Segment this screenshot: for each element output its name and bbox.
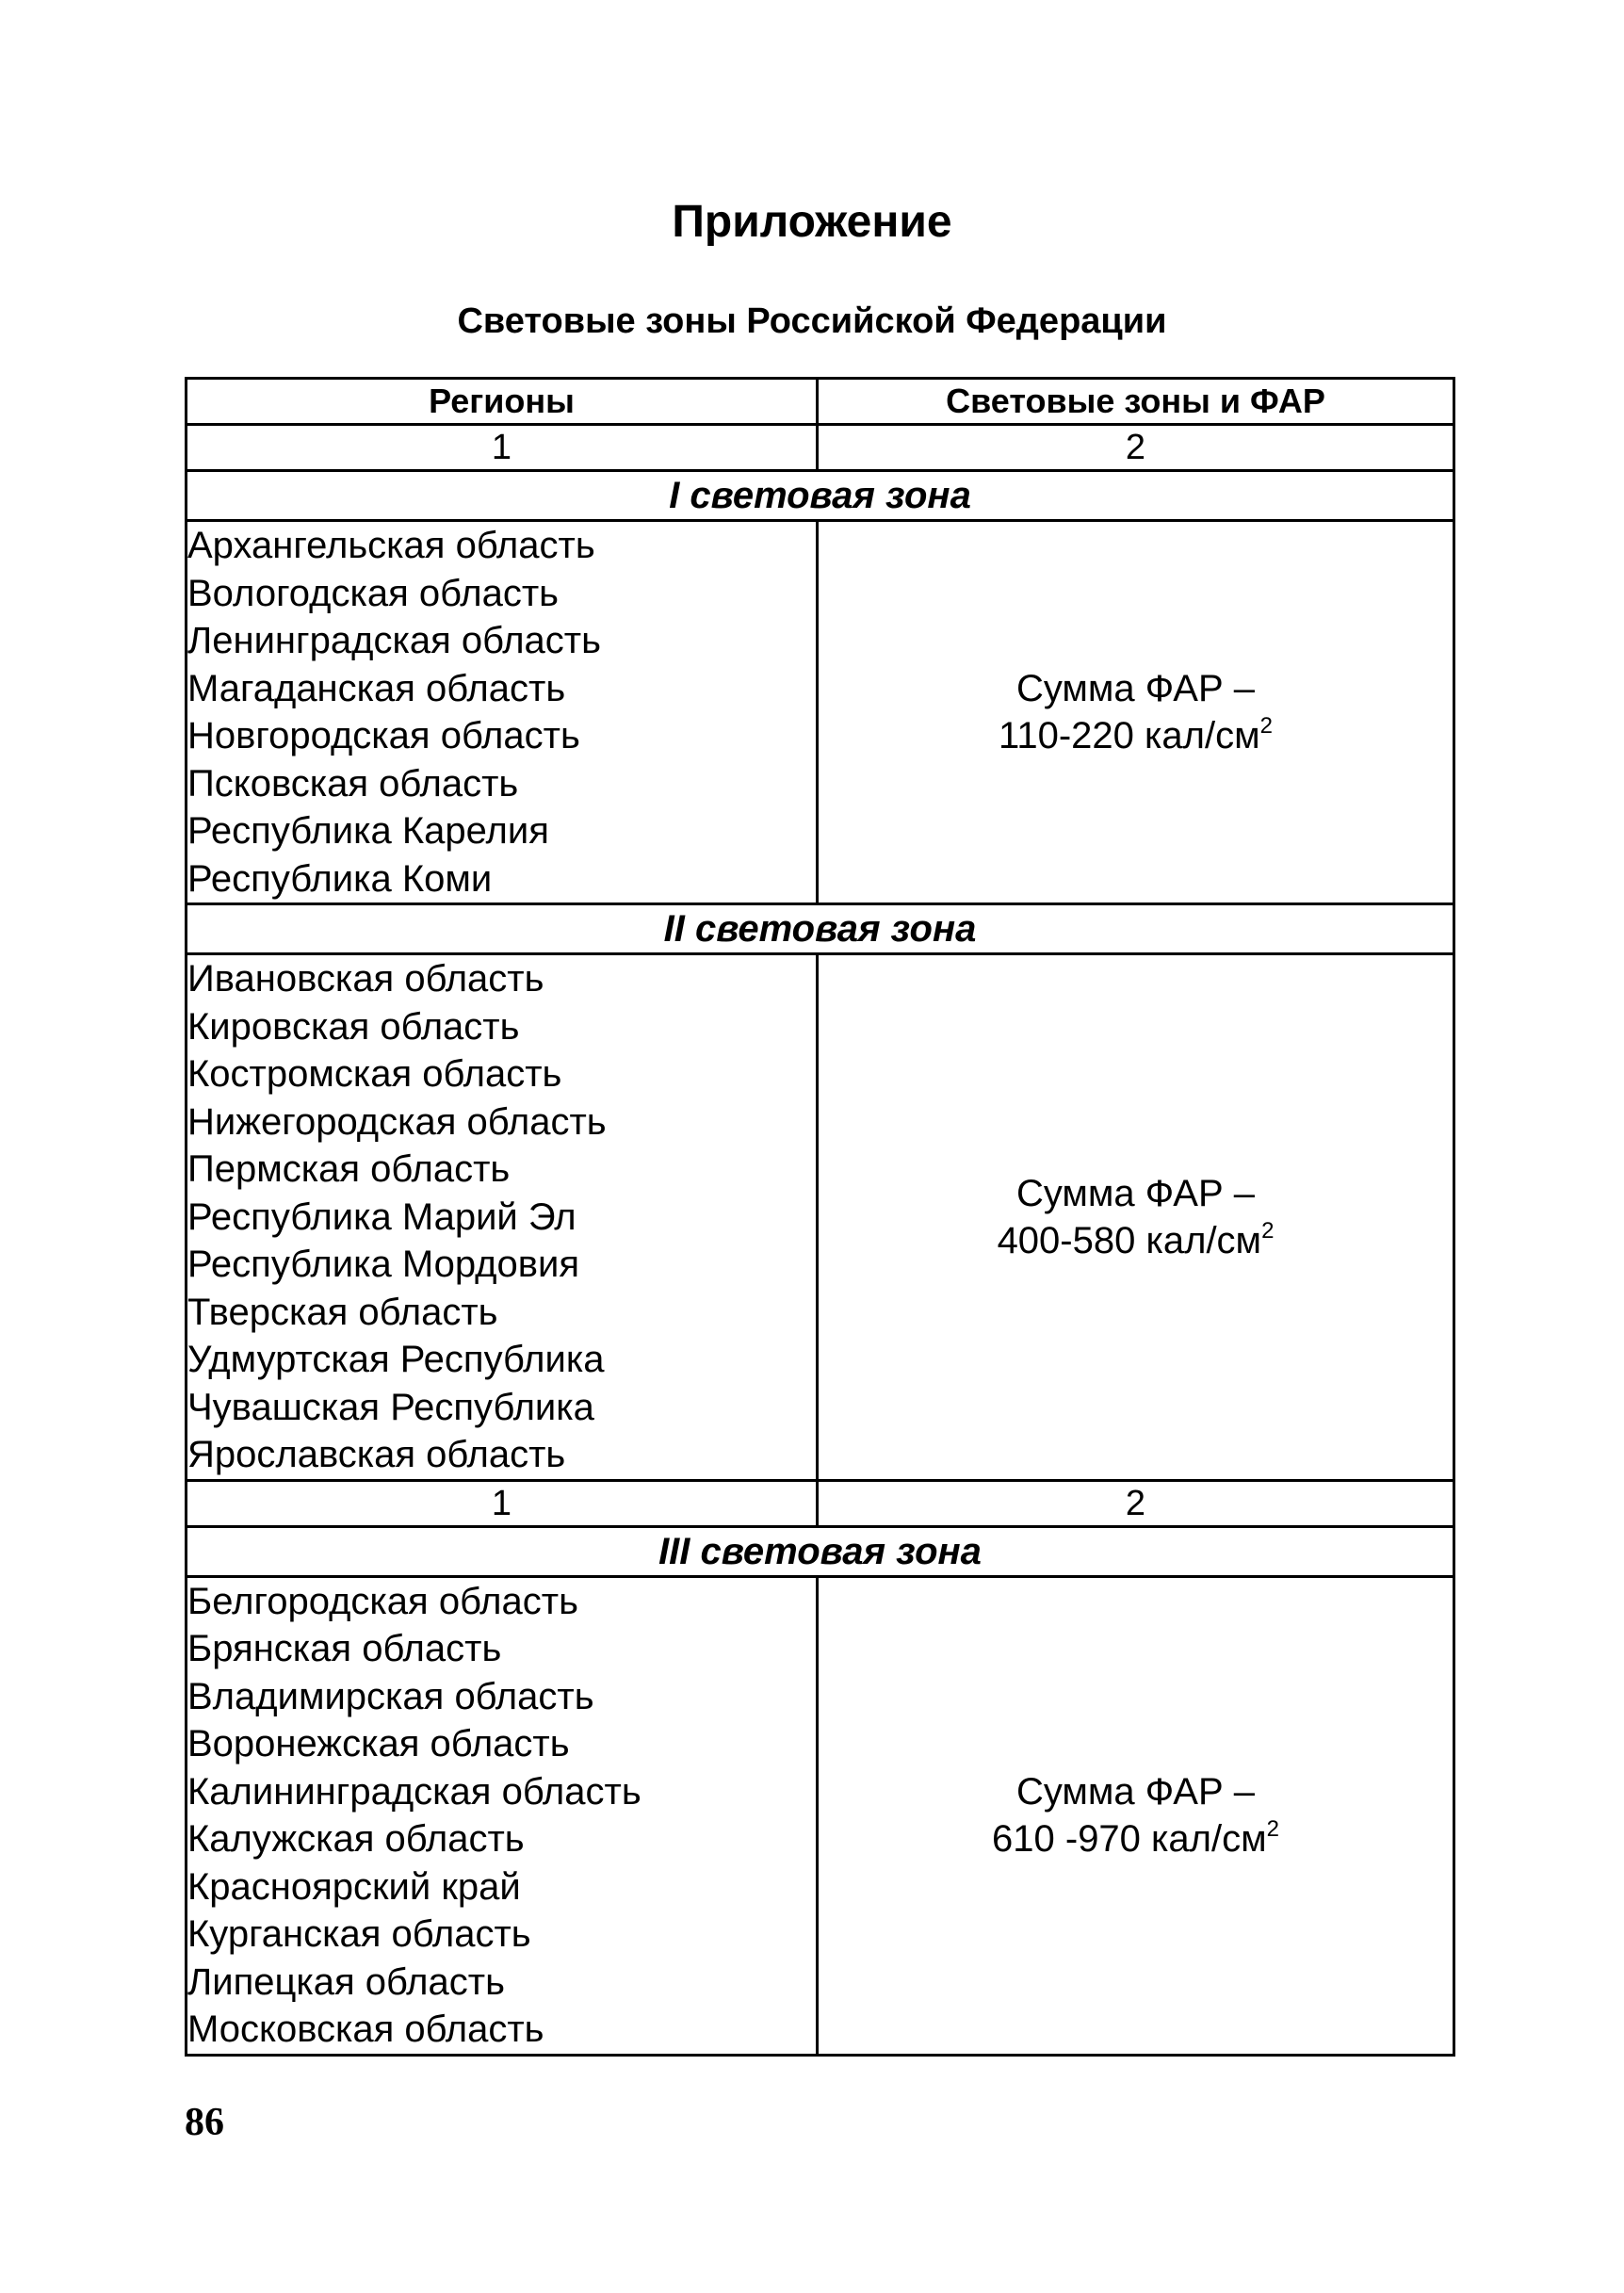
- region-name: Республика Мордовия: [187, 1244, 579, 1285]
- table-header-row: [187, 379, 1454, 425]
- region-name: Удмуртская Республика: [187, 1339, 605, 1380]
- zone-content-row: [187, 521, 1454, 904]
- zone-title-row: [187, 471, 1454, 521]
- region-name: Республика Марий Эл: [187, 1195, 577, 1238]
- column-number-row: [187, 1480, 1454, 1526]
- region-name: Республика Коми: [187, 857, 493, 900]
- far-sum-value: 110-220 кал/см: [999, 715, 1260, 756]
- zone-content-row: [187, 1576, 1454, 2055]
- far-sum-cell: [818, 954, 1454, 1481]
- column-number-row: [187, 425, 1454, 471]
- far-sum-cell: [818, 521, 1454, 904]
- table-title: Световые зоны Российской Федерации: [457, 301, 1167, 341]
- far-sum-label: Сумма ФАР –: [1015, 1771, 1256, 1813]
- region-name: Вологодская область: [187, 572, 560, 614]
- region-name: Ленинградская область: [187, 620, 601, 661]
- region-name: Курганская область: [187, 1913, 531, 1955]
- column-number-2: 2: [818, 1480, 1454, 1526]
- region-name: Костромская область: [187, 1053, 562, 1095]
- column-number-1: 1: [187, 425, 818, 471]
- far-sum-label: Сумма ФАР –: [1015, 1172, 1256, 1214]
- zone-title-row: [187, 1526, 1454, 1576]
- far-sum-value: 400-580 кал/см: [997, 1219, 1262, 1261]
- region-name: Ярославская область: [187, 1434, 566, 1475]
- far-sum-value-line: [819, 1815, 1453, 1862]
- page-heading: Приложение: [672, 197, 952, 247]
- region-name: Красноярский край: [187, 1865, 521, 1908]
- far-sum-cell: [818, 1576, 1454, 2055]
- region-name: Владимирская область: [187, 1675, 594, 1717]
- region-name: Чувашская Республика: [187, 1386, 594, 1428]
- region-name: Тверская область: [187, 1291, 498, 1333]
- unit-exponent: 2: [1266, 1816, 1279, 1842]
- region-name: Магаданская область: [187, 667, 566, 709]
- region-name: Калужская область: [187, 1818, 525, 1860]
- region-name: Пермская область: [187, 1148, 511, 1190]
- header-zones-far: Световые зоны и ФАР: [818, 379, 1454, 425]
- zone-content-row: [187, 954, 1454, 1481]
- region-name: Нижегородская область: [187, 1100, 607, 1143]
- region-name: Республика Карелия: [187, 810, 549, 852]
- region-name: Московская область: [187, 2008, 544, 2050]
- zone-title: III световая зона: [187, 1526, 1454, 1576]
- region-name: Архангельская область: [187, 525, 595, 566]
- column-number-2: 2: [818, 425, 1454, 471]
- zone-title: I световая зона: [187, 471, 1454, 521]
- region-name: Калининградская область: [187, 1770, 641, 1813]
- region-name: Липецкая область: [187, 1960, 505, 2003]
- header-regions: Регионы: [187, 379, 818, 425]
- unit-exponent: 2: [1261, 1217, 1275, 1244]
- region-name: Псковская область: [187, 762, 519, 805]
- page-number: 86: [185, 2101, 224, 2144]
- light-zones-table: [185, 377, 1455, 2057]
- region-name: Кировская область: [187, 1005, 520, 1048]
- region-list: [187, 521, 818, 904]
- region-list: [187, 954, 818, 1481]
- region-name: Белгородская область: [187, 1580, 578, 1622]
- far-sum-label: Сумма ФАР –: [1015, 668, 1256, 709]
- zone-title-row: [187, 904, 1454, 954]
- region-name: Воронежская область: [187, 1723, 570, 1764]
- region-name: Ивановская область: [187, 958, 544, 1000]
- region-list: [187, 1576, 818, 2055]
- far-sum-value-line: [819, 712, 1453, 759]
- region-name: Брянская область: [187, 1628, 502, 1669]
- region-name: Новгородская область: [187, 715, 580, 756]
- column-number-1: 1: [187, 1480, 818, 1526]
- far-sum-value-line: [819, 1217, 1453, 1264]
- zone-title: II световая зона: [187, 904, 1454, 954]
- unit-exponent: 2: [1259, 713, 1273, 739]
- far-sum-value: 610 -970 кал/см: [992, 1818, 1267, 1860]
